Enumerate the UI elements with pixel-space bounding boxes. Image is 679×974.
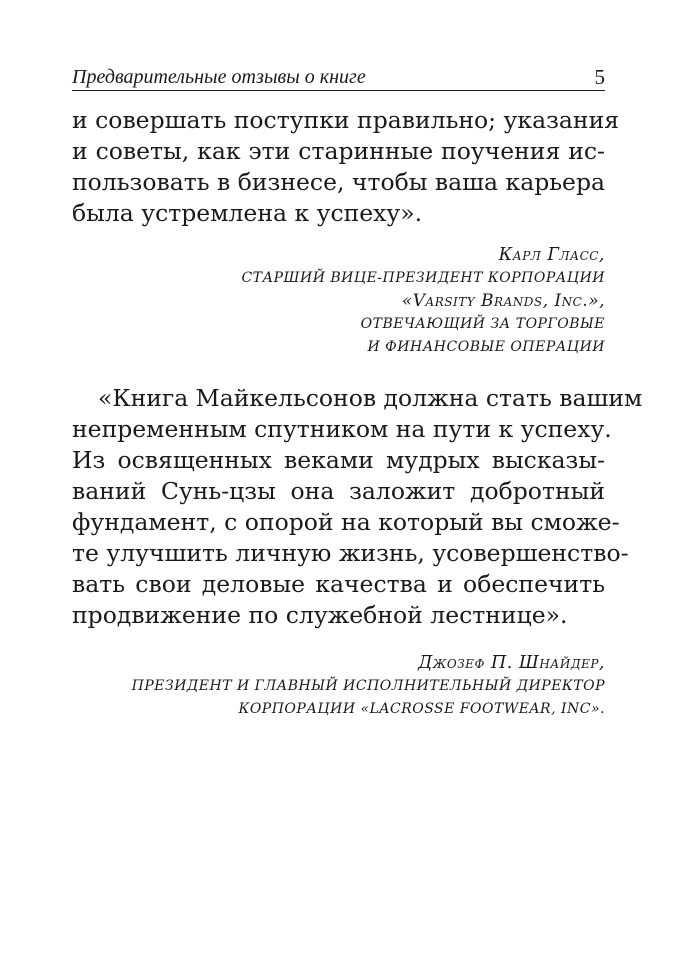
- text-line: была устремлена к успеху».: [72, 199, 423, 227]
- page-number: 5: [594, 65, 605, 89]
- book-page: [72, 62, 643, 721]
- text-line: фундамент, с опорой на который вы сможе-: [72, 508, 620, 536]
- running-head: [72, 62, 605, 91]
- reviewer-name: Карл Гласс,: [498, 245, 605, 265]
- reviewer-role: И ФИНАНСОВЫЕ ОПЕРАЦИИ: [367, 339, 605, 355]
- review-text-2: [72, 383, 643, 631]
- reviewer-role: ПРЕЗИДЕНТ И ГЛАВНЫЙ ИСПОЛНИТЕЛЬНЫЙ ДИРЕКТОР: [131, 678, 605, 694]
- text-line: «Книга Майкельсонов должна стать вашим: [98, 384, 643, 412]
- text-line: вать свои деловые качества и обеспечить: [72, 570, 605, 598]
- running-head-title: Предварительные отзывы о книге: [72, 66, 366, 88]
- text-line: те улучшить личную жизнь, усовершенство-: [72, 539, 629, 567]
- text-line: и совершать поступки правильно; указания: [72, 106, 620, 134]
- review-text-1: [72, 105, 620, 229]
- reviewer-company: КОРПОРАЦИИ «LACROSSE FOOTWEAR, INC».: [238, 701, 605, 717]
- text-line: и советы, как эти старинные поучения ис-: [72, 137, 605, 165]
- reviewer-role: СТАРШИЙ ВИЦЕ-ПРЕЗИДЕНТ КОРПОРАЦИИ: [241, 270, 605, 286]
- text-line: ваний Сунь-цзы она заложит добротный: [72, 477, 605, 505]
- text-line: непременным спутником на пути к успеху.: [72, 415, 612, 443]
- review-attribution-1: [72, 243, 605, 359]
- text-line: продвижение по служебной лестнице».: [72, 601, 568, 629]
- text-line: пользовать в бизнесе, чтобы ваша карьера: [72, 168, 605, 196]
- reviewer-role: ОТВЕЧАЮЩИЙ ЗА ТОРГОВЫЕ: [360, 316, 605, 332]
- review-attribution-2: [72, 651, 605, 721]
- reviewer-name: Джозеф П. Шнайдер,: [418, 653, 605, 673]
- text-line: Из освященных веками мудрых высказы-: [72, 446, 605, 474]
- reviewer-company: «Varsity Brands, Inc.»,: [401, 291, 605, 311]
